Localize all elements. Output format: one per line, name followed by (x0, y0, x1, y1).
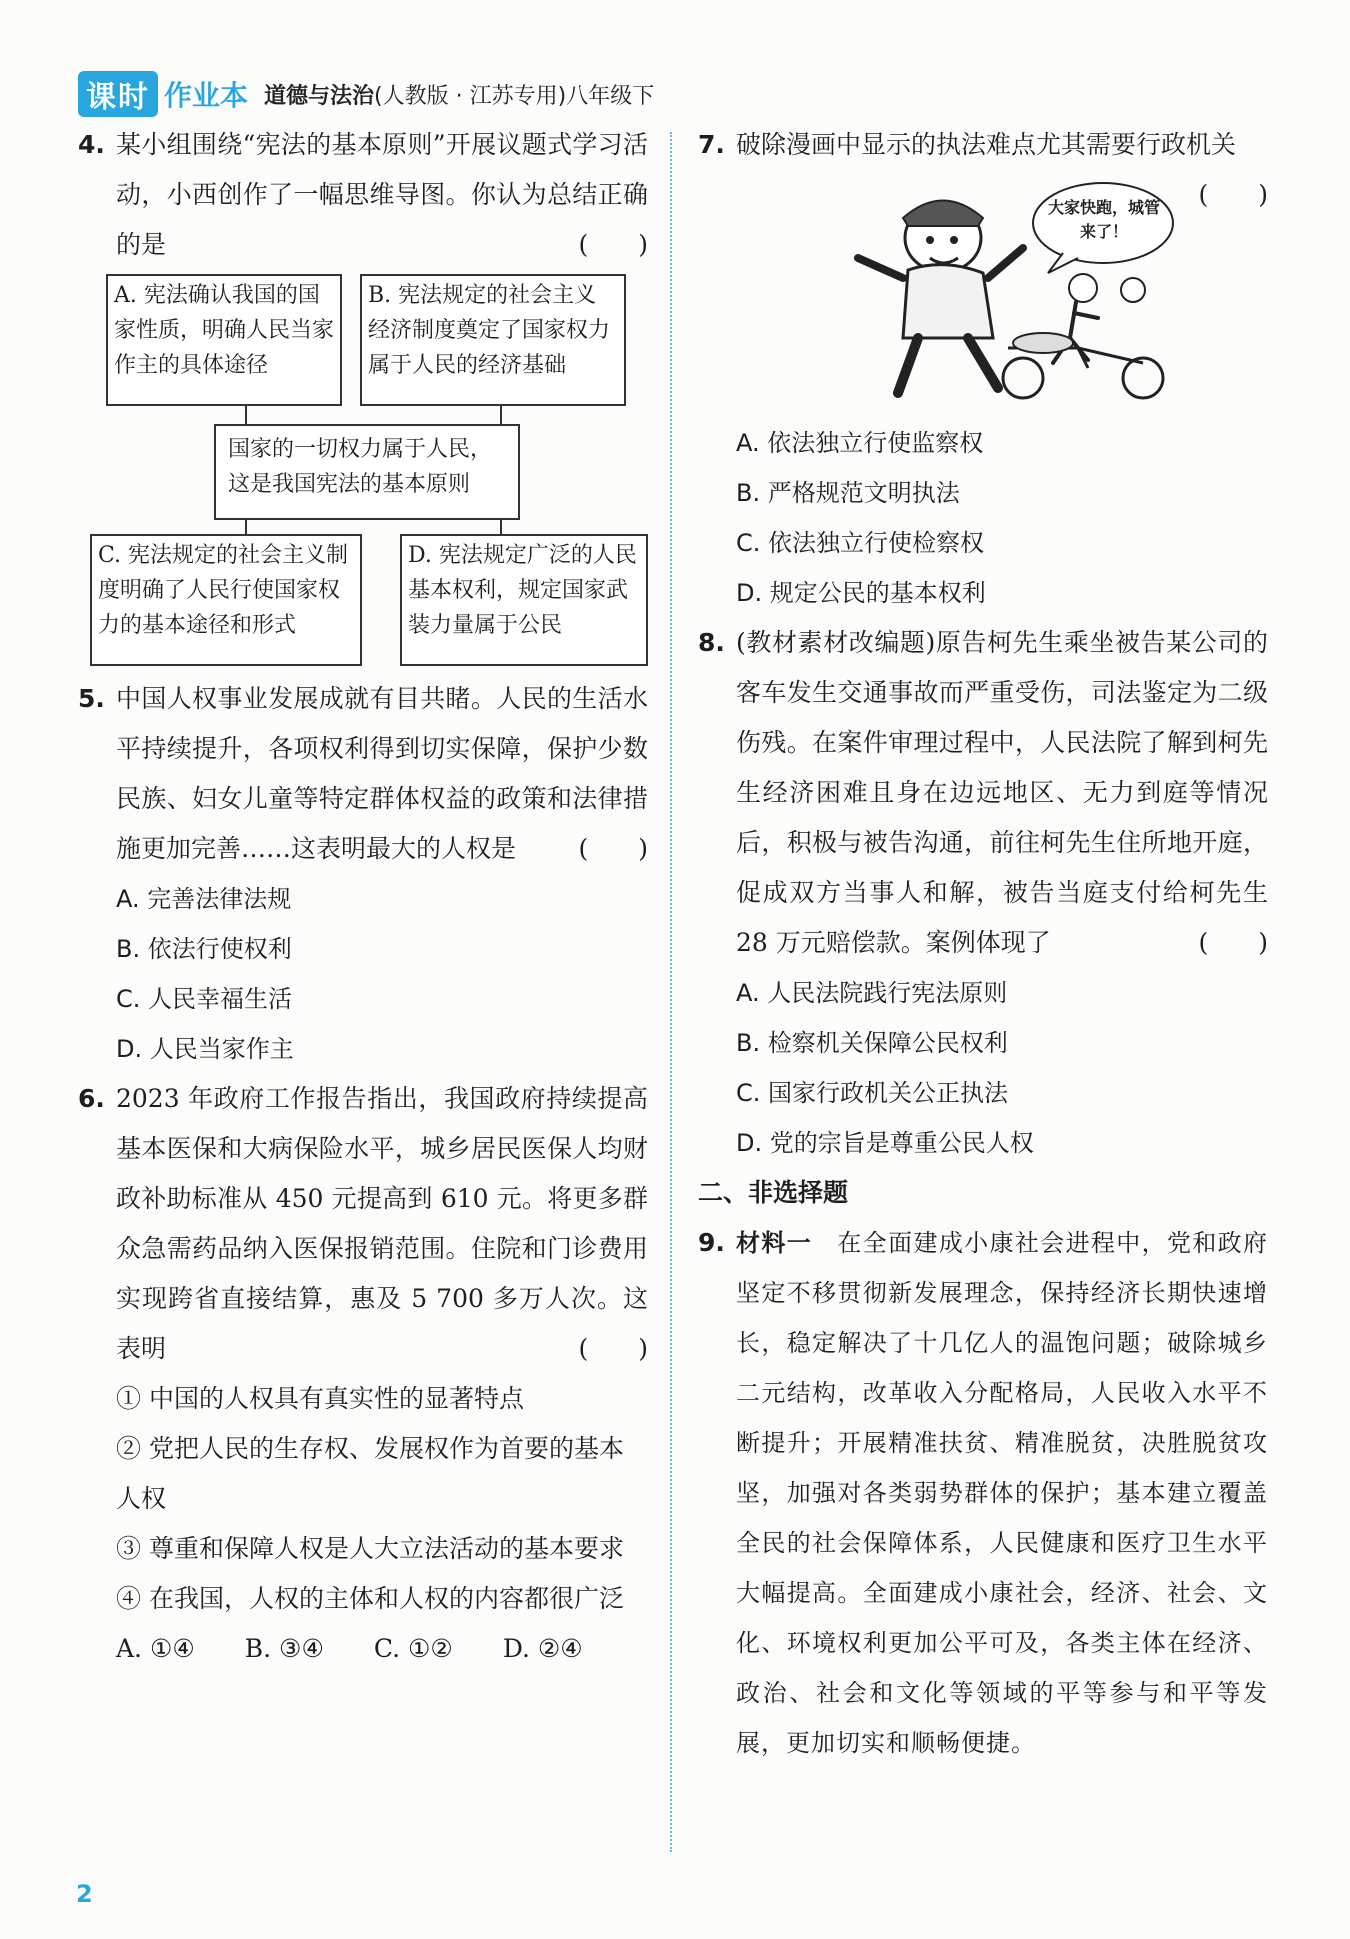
option-d: D. 人民当家作主 (116, 1035, 294, 1063)
option-b: B. 严格规范文明执法 (736, 479, 960, 507)
option-c: C. 人民幸福生活 (116, 985, 293, 1013)
option-b: B. 检察机关保障公民权利 (736, 1029, 1008, 1057)
answer-paren: ( ) (578, 1334, 648, 1363)
option-d: D. 规定公民的基本权利 (736, 579, 986, 607)
option-a: A. 人民法院践行宪法原则 (736, 979, 1008, 1007)
answer-paren: ( ) (578, 834, 648, 863)
statement-4: ④ 在我国，人权的主体和人权的内容都很广泛 (116, 1584, 624, 1613)
statement-1: ① 中国的人权具有真实性的显著特点 (116, 1384, 524, 1413)
question-number: 4. (78, 130, 105, 159)
question-9 (698, 1218, 1268, 1768)
question-6 (78, 1074, 648, 1374)
option-a: A. 依法独立行使监察权 (736, 429, 984, 457)
question-7 (698, 120, 1268, 209)
question-stem: (教材素材改编题)原告柯先生乘坐被告某公司的客车发生交通事故而严重受伤，司法鉴定为二级伤残。在案件审理过程中，人民法院了解到柯先生经济困难且身在边远地区、无力到庭等情况后，积极与被告沟通，前往柯先生住所地开庭，促成双方当事人和解，被告当庭支付给柯先生 28 万元赔偿款。案例体现了 ( ) (736, 618, 1268, 968)
material-label: 材料一 (736, 1229, 813, 1257)
question-4 (78, 120, 648, 270)
page-number: 2 (76, 1880, 93, 1908)
mind-map (98, 274, 648, 674)
left-column (78, 120, 648, 1674)
grade: 八年级下 (566, 83, 655, 109)
column-divider (670, 132, 672, 1852)
logo-text: 作业本 (164, 79, 249, 112)
answer-paren: ( ) (578, 230, 648, 259)
option-d: D. 党的宗旨是尊重公民人权 (736, 1129, 1034, 1157)
box-b: B. 宪法规定的社会主义经济制度奠定了国家权力属于人民的经济基础 (360, 274, 626, 406)
right-column (698, 120, 1268, 1768)
question-5 (78, 674, 648, 874)
speech-bubble-text: 大家快跑，城管来了！ (1048, 198, 1161, 241)
box-d: D. 宪法规定广泛的人民基本权利，规定国家武装力量属于公民 (400, 534, 648, 666)
question-stem: 某小组围绕“宪法的基本原则”开展议题式学习活动，小西创作了一幅思维导图。你认为总结正确的是 ( ) (116, 120, 648, 270)
question-stem: 2023 年政府工作报告指出，我国政府持续提高基本医保和大病保险水平，城乡居民医保人均财政补助标准从 450 元提高到 610 元。将更多群众急需药品纳入医保报销范围。住院和门诊费用实现跨省直接结算，惠及 5 700 多万人次。这表明 ( ) (116, 1074, 648, 1374)
statement-2: ② 党把人民的生存权、发展权作为首要的基本人权 (116, 1434, 624, 1513)
box-c: C. 宪法规定的社会主义制度明确了人民行使国家权力的基本途径和形式 (90, 534, 362, 666)
question-number: 6. (78, 1084, 105, 1113)
cartoon-illustration (848, 178, 1178, 408)
material-text: 材料一 在全面建成小康社会进程中，党和政府坚定不移贯彻新发展理念，保持经济长期快速增长，稳定解决了十几亿人的温饱问题；破除城乡二元结构，改革收入分配格局，人民收入水平不断提升；开展精准扶贫、精准脱贫，决胜脱贫攻坚，加强对各类弱势群体的保护；基本建立覆盖全民的社会保障体系，人民健康和医疗卫生水平大幅提高。全面建成小康社会，经济、社会、文化、环境权利更加公平可及，各类主体在经济、政治、社会和文化等领域的平等参与和平等发展，更加切实和顺畅便捷。 (736, 1229, 1269, 1757)
answer-paren: ( ) (1198, 928, 1268, 957)
question-8 (698, 618, 1268, 968)
question-stem: 破除漫画中显示的执法难点尤其需要行政机关 ( ) (736, 120, 1268, 170)
option-b: B. 依法行使权利 (116, 935, 292, 963)
section-title: 二、非选择题 (698, 1178, 849, 1207)
statement-3: ③ 尊重和保障人权是人大立法活动的基本要求 (116, 1534, 624, 1563)
question-number: 7. (698, 130, 725, 159)
option-c: C. 国家行政机关公正执法 (736, 1079, 1009, 1107)
answer-paren: ( ) (1198, 180, 1268, 209)
subject-name: 道德与法治 (264, 83, 375, 109)
edition: (人教版 · 江苏专用) (374, 83, 567, 109)
page-header (78, 70, 654, 118)
logo-box: 课时 (78, 71, 158, 117)
logo (78, 71, 248, 117)
option-c: C. 依法独立行使检察权 (736, 529, 985, 557)
subject-title (264, 79, 654, 110)
q6-options: A. ①④ B. ③④ C. ①② D. ②④ (116, 1634, 583, 1663)
option-a: A. 完善法律法规 (116, 885, 292, 913)
question-number: 9. (698, 1228, 725, 1257)
box-a: A. 宪法确认我国的国家性质，明确人民当家作主的具体途径 (106, 274, 342, 406)
question-stem: 中国人权事业发展成就有目共睹。人民的生活水平持续提升，各项权利得到切实保障，保护少数民族、妇女儿童等特定群体权益的政策和法律措施更加完善……这表明最大的人权是 ( ) (116, 674, 648, 874)
question-number: 8. (698, 628, 725, 657)
box-center: 国家的一切权力属于人民，这是我国宪法的基本原则 (214, 424, 520, 520)
question-number: 5. (78, 684, 105, 713)
